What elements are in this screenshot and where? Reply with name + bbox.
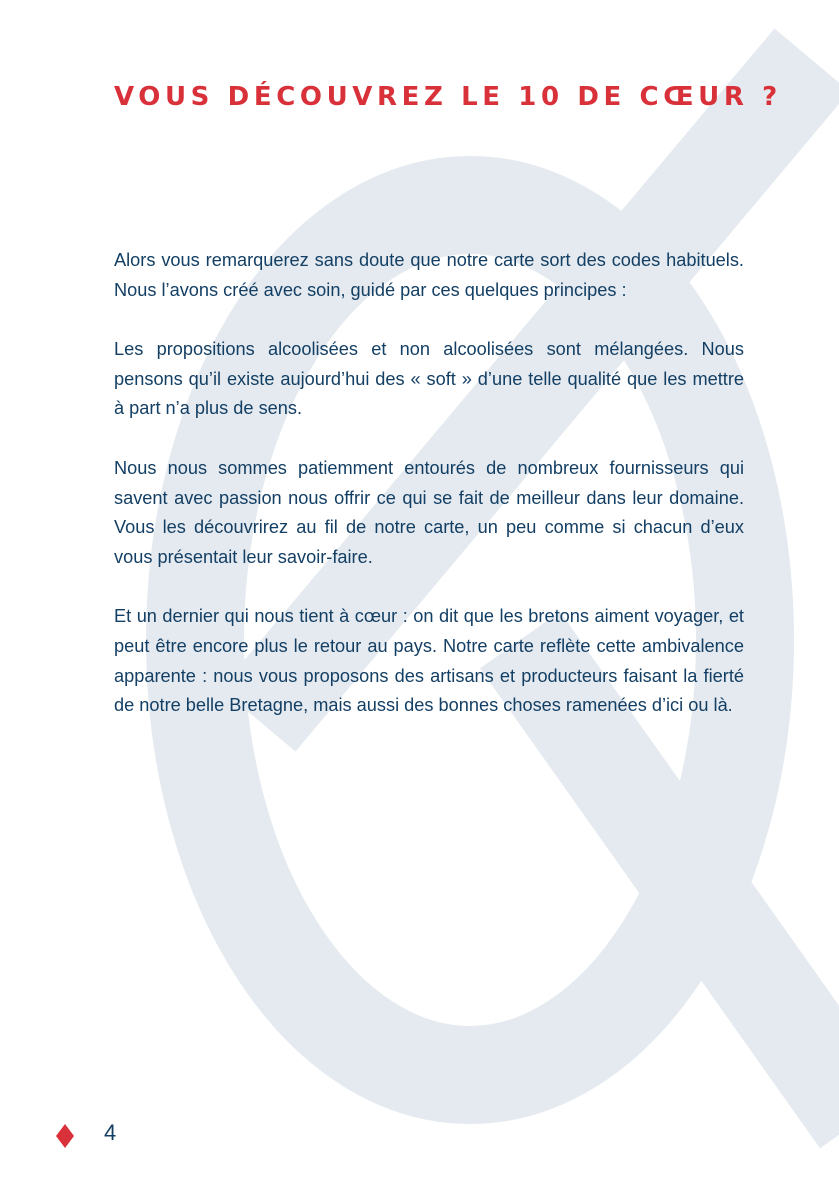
paragraph-intro: Alors vous remarquerez sans doute que notre carte sort des codes habituels. Nous l’avons créé avec soin, guidé par ces quelques principes : — [114, 250, 744, 300]
diamond-suit-icon — [56, 1124, 74, 1148]
paragraph-suppliers: Nous nous sommes patiemment entourés de nombreux fournisseurs qui savent avec passion nous offrir ce qui se fait de meilleur dans leur domaine. Vous les découvrirez au fil de notre carte, un peu comme si chacun d’eux vous présentait leur savoir-faire. — [114, 457, 744, 567]
paragraph-mixed-drinks: Les propositions alcoolisées et non alcoolisées sont mélangées. Nous pensons qu’il existe aujourd’hui des « soft » d’une telle qualité que les mettre à part n’a plus de sens. — [114, 339, 744, 419]
body-text — [114, 246, 744, 751]
page-number: 4 — [104, 1120, 117, 1145]
page-title: VOUS DÉCOUVREZ LE 10 DE CŒUR ? — [114, 82, 782, 112]
paragraph-brittany: Et un dernier qui nous tient à cœur : on dit que les bretons aiment voyager, et peut être encore plus le retour au pays. Notre carte reflète cette ambivalence apparente : nous vous proposons des artisans et producteurs faisant la fierté de notre belle Bretagne, mais aussi des bonnes choses ramenées d’ici ou là. — [114, 606, 744, 716]
